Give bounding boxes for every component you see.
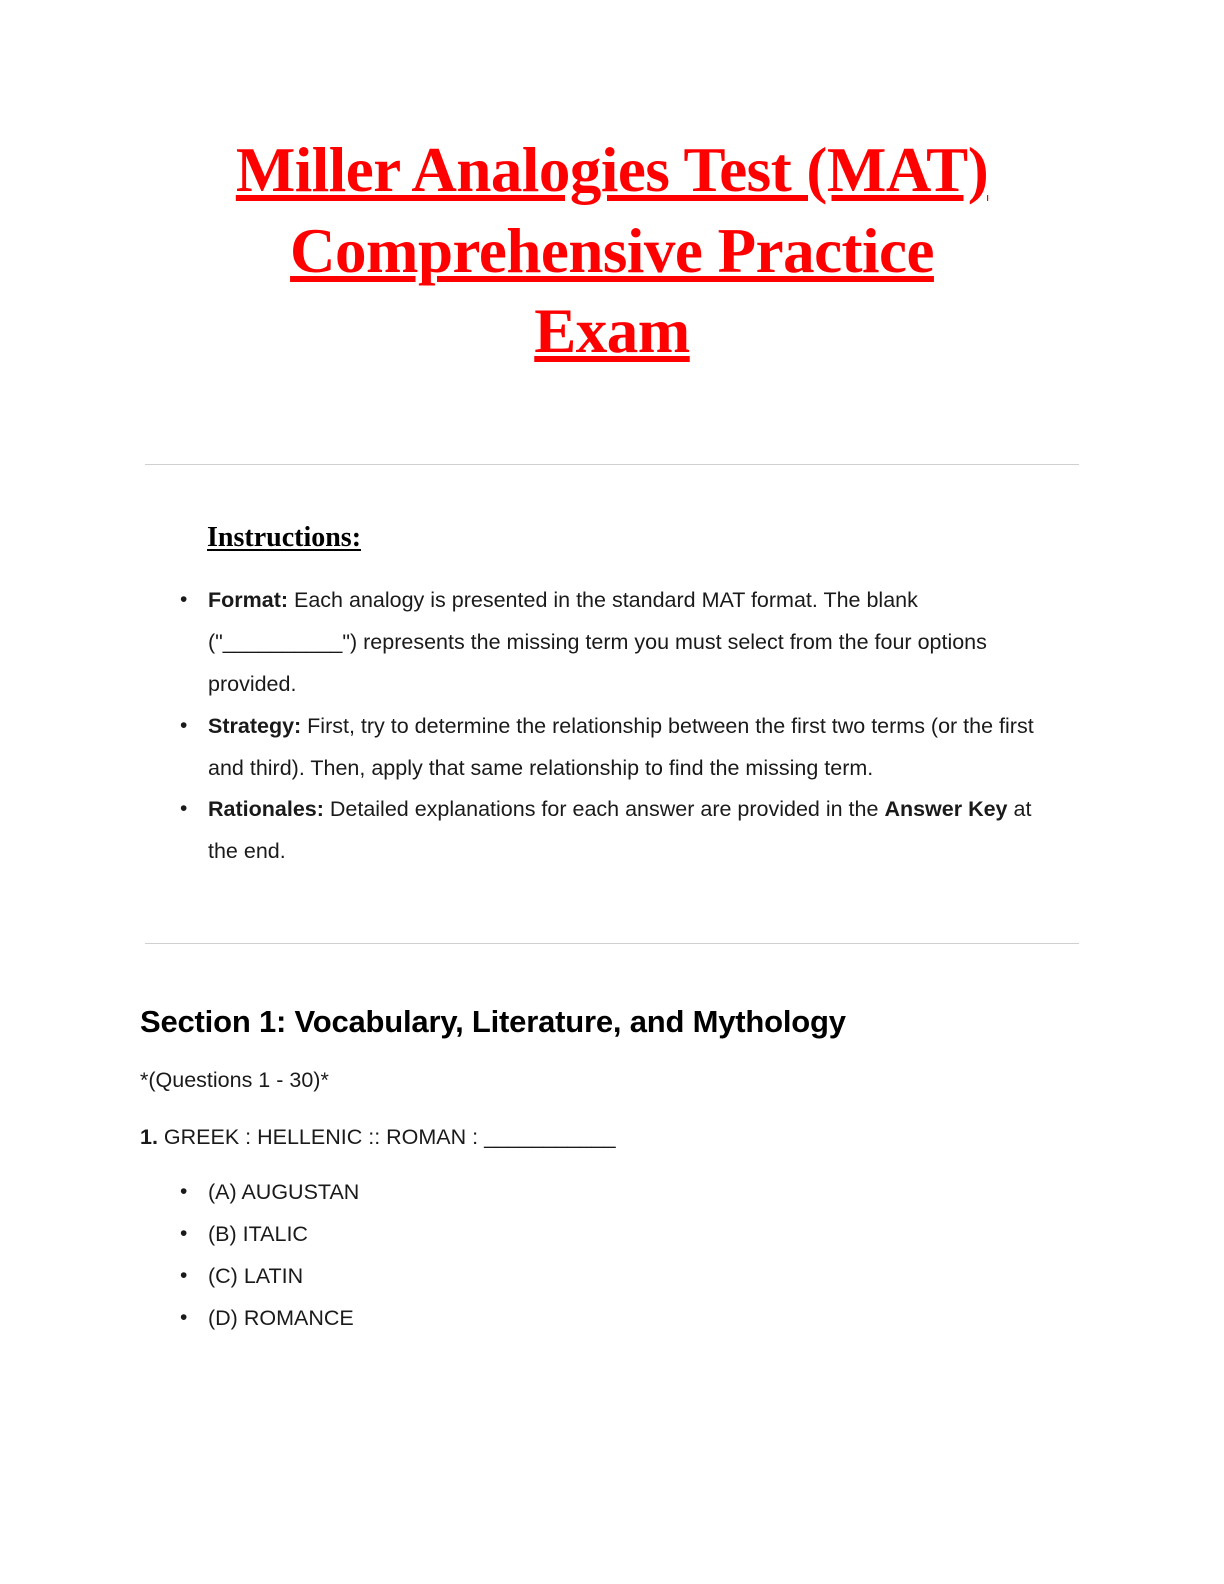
instruction-text: First, try to determine the relationship between the first two terms (or the first and third). Then, apply that same relationship to find the missing term. (208, 713, 1034, 780)
instruction-text: Detailed explanations for each answer are provided in the (323, 797, 885, 822)
list-item (176, 580, 1063, 706)
list-item[interactable] (176, 1298, 1224, 1340)
choice-d: (D) ROMANCE (208, 1306, 354, 1331)
instructions-list (0, 580, 1224, 873)
choice-b: (B) ITALIC (208, 1222, 308, 1247)
page-title (150, 130, 1074, 372)
question-number: 1. (140, 1125, 158, 1150)
list-item[interactable] (176, 1256, 1224, 1298)
instructions-heading-text: Instructions: (207, 521, 362, 553)
choice-a: (A) AUGUSTAN (208, 1180, 360, 1205)
question-range: *(Questions 1 - 30)* (140, 1068, 329, 1093)
instruction-label: Strategy: (208, 713, 302, 738)
instruction-emphasis: Answer Key (884, 797, 1008, 822)
list-item (176, 789, 1063, 873)
answer-choices-list (0, 1172, 1224, 1340)
list-item[interactable] (176, 1172, 1224, 1214)
page-title-line-1: Miller Analogies Test (MAT) (235, 135, 989, 205)
divider-middle (145, 943, 1079, 944)
divider-top (145, 464, 1079, 465)
instructions-heading (207, 522, 1224, 554)
section-heading: Section 1: Vocabulary, Literature, and Mythology (140, 1004, 846, 1040)
list-item (176, 706, 1063, 790)
instruction-text-after: at the end. (208, 797, 1032, 864)
question-text: GREEK : HELLENIC :: ROMAN : ___________ (157, 1125, 616, 1150)
instruction-label: Rationales: (208, 797, 324, 822)
list-item[interactable] (176, 1214, 1224, 1256)
page-title-line-3: Exam (534, 296, 690, 367)
instruction-text: Each analogy is presented in the standard MAT format. The blank ("__________") represents the missing term you must select from the four options provided. (208, 587, 987, 696)
choice-c: (C) LATIN (208, 1264, 304, 1289)
instruction-label: Format: (208, 587, 289, 612)
page-title-line-2: Comprehensive Practice (290, 215, 934, 286)
question-stem (140, 1125, 1224, 1150)
